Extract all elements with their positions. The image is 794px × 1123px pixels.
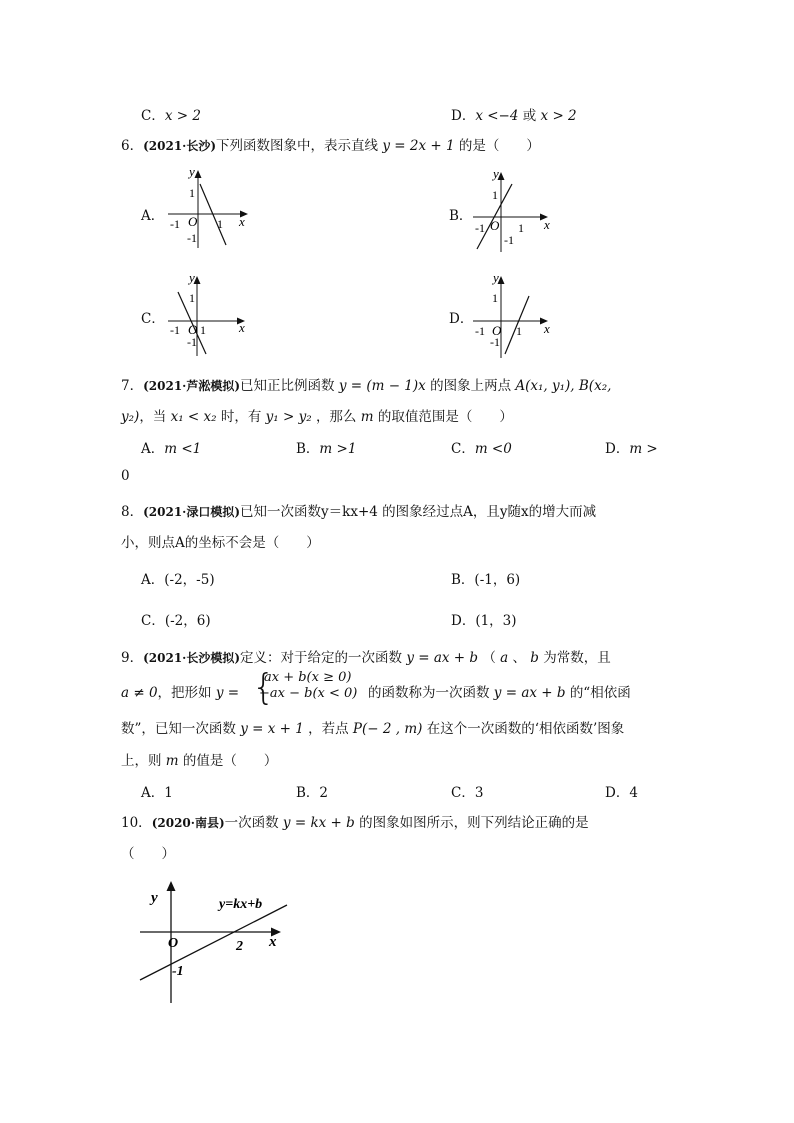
q8-option-c: C．(-2，6) [141,613,211,629]
tick-y-pos: 1 [189,186,195,200]
y-axis-label: y [189,270,195,285]
q7-option-d: D．m > [605,441,658,457]
q6-option-d-label: D． [449,311,474,327]
q7-stem-line2: y₂)，当 x₁ < x₂ 时，有 y₁ > y₂ ，那么 m 的取值范围是（ ） [121,409,513,425]
tick-x-neg: -1 [170,323,180,337]
q7-option-c: C．m <0 [451,441,512,457]
q7-option-d-wrap: 0 [121,468,130,484]
y-axis-label: y [189,164,195,179]
y-intercept-label: -1 [172,964,184,979]
x-axis-label: x [239,320,245,335]
q6-graph-b [465,160,565,255]
q6-option-c-label: C． [141,311,165,327]
q7-option-a: A．m <1 [141,441,202,457]
tick-y-neg: -1 [490,335,500,349]
function-line [140,905,287,980]
q7-stem-line1: 7．(2021·芦淞模拟)已知正比例函数 y = (m − 1)x 的图象上两点 A(x₁, y₁), B(x₂, [121,378,612,394]
q9-option-c: C．3 [451,785,484,801]
q9-stem-line4: 上，则 m 的值是（ ） [121,753,278,769]
y-axis-label: y [493,270,499,285]
q9-brace: { [252,667,275,708]
q10-graph [135,875,295,1010]
q6-graph-c [160,266,260,361]
q9-option-a: A．1 [141,785,173,801]
tick-x-pos: 1 [518,221,524,235]
q6-graph-d [465,266,565,361]
tick-y-neg: -1 [504,233,514,247]
q5-option-c: C．x > 2 [141,108,201,124]
q6-graph-a [160,160,260,255]
q8-option-b: B．(-1，6) [451,572,521,588]
tick-x-neg: -1 [475,221,485,235]
q6-stem: 6．(2021·长沙)下列函数图象中，表示直线 y = 2x + 1 的是（ ） [121,138,540,154]
tick-y-neg: -1 [187,335,197,349]
tick-x-neg: -1 [170,217,180,231]
q8-option-d: D．(1，3) [451,613,517,629]
q9-stem-line2-right: 的函数称为一次函数 y = ax + b 的“相依函 [368,685,631,701]
x-axis-label: x [544,217,550,232]
q6-option-b-label: B． [449,208,473,224]
tick-y-pos: 1 [492,291,498,305]
q5-option-d: D．x <−4 或 x > 2 [451,108,577,124]
x-intercept-label: 2 [236,939,243,954]
q9-stem-line3: 数”，已知一次函数 y = x + 1 ，若点 P(− 2 , m) 在这个一次函数的‘相依函数’图象 [121,721,625,737]
q9-stem-line2-left: a ≠ 0，把形如 y = [121,685,240,701]
origin-label: O [188,322,198,337]
y-axis-arrow [195,170,202,178]
tick-y-pos: 1 [492,188,498,202]
x-axis-label: x [239,214,245,229]
q6-option-a-label: A． [141,208,165,224]
q7-option-b: B．m >1 [296,441,357,457]
tick-x-neg: -1 [475,324,485,338]
tick-x-pos: 1 [516,324,522,338]
line-equation-label: y=kx+b [219,897,263,912]
q8-stem-line2: 小，则点A的坐标不会是（ ） [121,535,320,551]
origin-label: O [168,936,179,951]
q10-stem-line1: 10．(2020·南县)一次函数 y = kx + b 的图象如图所示，则下列结论正确的是 [121,815,589,831]
q8-stem-line1: 8．(2021·渌口模拟)已知一次函数y＝kx+4 的图象经过点A，且y随x的增大而减 [121,504,597,520]
q9-piece-2: −ax − b(x < 0) [259,686,358,701]
q9-piece-1: ax + b(x ≥ 0) [264,670,352,685]
y-axis-label: y [151,890,158,906]
q9-option-b: B．2 [296,785,329,801]
tick-x-pos: 1 [217,217,223,231]
x-axis-label: x [544,321,550,336]
tick-x-pos: 1 [200,323,206,337]
y-axis-label: y [493,166,499,181]
q8-option-a: A．(-2，-5) [141,572,215,588]
q9-option-d: D．4 [605,785,638,801]
x-axis-label: x [269,934,277,950]
y-axis-arrow [167,881,176,891]
q10-stem-line2: （ ） [121,846,175,862]
q9-stem-line1: 9．(2021·长沙模拟)定义：对于给定的一次函数 y = ax + b （ a 、 b 为常数，且 [121,650,611,666]
tick-y-neg: -1 [187,231,197,245]
origin-label: O [188,214,198,229]
origin-label: O [492,323,502,338]
tick-y-pos: 1 [189,291,195,305]
origin-label: O [490,218,500,233]
